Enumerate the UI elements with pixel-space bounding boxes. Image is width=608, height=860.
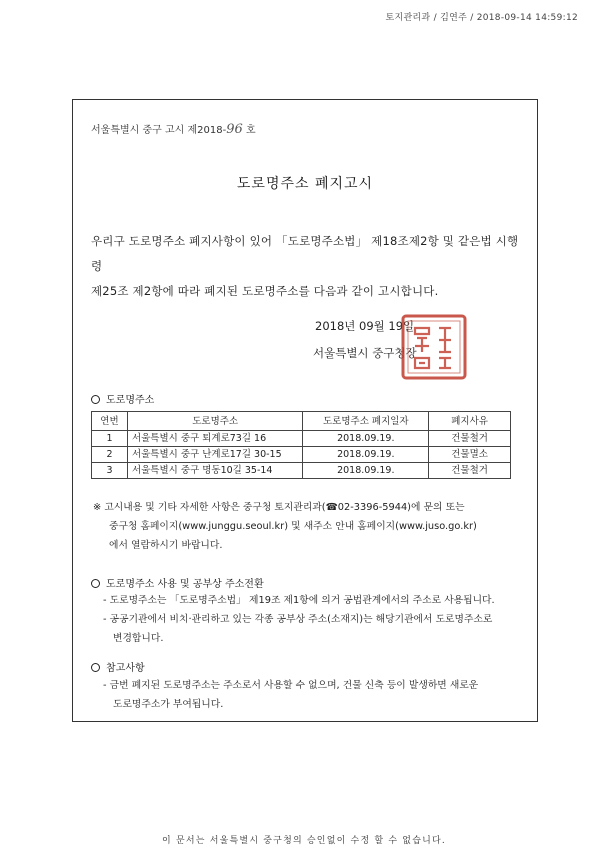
reference-section-heading-text: 참고사항 [106, 663, 145, 674]
contact-note-line-1: ※ 고시내용 및 기타 자세한 사항은 중구청 토지관리과(☎02-3396-5944)에 문의 또는 [93, 502, 465, 513]
usage-item-1: - 도로명주소는 「도로명주소법」 제19조 제1항에 의거 공법관계에서의 주소로 사용됩니다. [103, 595, 495, 606]
row-number: 2 [92, 447, 128, 463]
usage-section-heading [91, 575, 264, 590]
intro-paragraph [91, 229, 519, 304]
road-address: 서울특별시 중구 난계로17길 30-15 [127, 447, 302, 463]
row-number: 1 [92, 431, 128, 447]
usage-section-heading-text: 도로명주소 사용 및 공부상 주소전환 [106, 579, 264, 590]
column-header: 도로명주소 폐지일자 [303, 412, 429, 431]
document-footer: 이 문서는 서울특별시 중구청의 승인없이 수정 할 수 없습니다. [162, 836, 446, 846]
abolish-reason: 건물철거 [429, 431, 511, 447]
table-header-row [92, 412, 511, 431]
address-table [91, 411, 511, 479]
contact-note-line-2: 중구청 홈페이지(www.junggu.seoul.kr) 및 새주소 안내 홈페이지(www.juso.go.kr) [109, 521, 477, 532]
signature-office: 서울특별시 중구청장 [313, 346, 417, 360]
document-meta-header: 토지관리과 / 김연주 / 2018-09-14 14:59:12 [385, 13, 578, 23]
notice-number [91, 121, 256, 137]
circle-bullet-icon [91, 579, 100, 588]
circle-bullet-icon [91, 663, 100, 672]
reference-section-heading [91, 659, 145, 674]
address-section-heading [91, 391, 154, 406]
notice-number-handwritten: 96 [226, 122, 243, 137]
intro-line-2: 제25조 제2항에 따라 폐지된 도로명주소를 다음과 같이 고시합니다. [91, 284, 439, 298]
reference-section-body [103, 676, 519, 714]
column-header: 도로명주소 [127, 412, 302, 431]
abolish-date: 2018.09.19. [303, 463, 429, 479]
table-row [92, 463, 511, 479]
address-section-heading-text: 도로명주소 [106, 395, 155, 406]
column-header: 폐지사유 [429, 412, 511, 431]
notice-number-suffix: 호 [245, 125, 256, 136]
abolish-date: 2018.09.19. [303, 447, 429, 463]
abolish-date: 2018.09.19. [303, 431, 429, 447]
document-title: 도로명주소 폐지고시 [236, 176, 374, 192]
reference-line-1: - 금번 폐지된 도로명주소는 주소로서 사용할 수 없으며, 건물 신축 등이 발생하면 새로운 [103, 680, 479, 691]
official-seal-icon [399, 312, 469, 382]
signature-date: 2018년 09월 19일 [315, 319, 415, 333]
road-address: 서울특별시 중구 명동10길 35-14 [127, 463, 302, 479]
contact-note [93, 498, 519, 555]
notice-frame [72, 99, 538, 722]
abolish-reason: 건물철거 [429, 463, 511, 479]
abolish-reason: 건물멸소 [429, 447, 511, 463]
usage-item-2-line-1: - 공공기관에서 비치·관리하고 있는 각종 공부상 주소(소재지)는 해당기관에서 도로명주소로 [103, 614, 493, 625]
usage-section-body [103, 591, 519, 648]
road-address: 서울특별시 중구 퇴계로73길 16 [127, 431, 302, 447]
column-header: 연번 [92, 412, 128, 431]
contact-note-line-3: 에서 열람하시기 바랍니다. [109, 540, 223, 551]
reference-line-2: 도로명주소가 부여됩니다. [113, 699, 224, 710]
usage-item-2-line-2: 변경합니다. [113, 633, 164, 644]
table-row [92, 447, 511, 463]
table-row [92, 431, 511, 447]
notice-number-prefix: 서울특별시 중구 고시 제2018- [91, 125, 227, 136]
circle-bullet-icon [91, 395, 100, 404]
intro-line-1: 우리구 도로명주소 폐지사항이 있어 「도로명주소법」 제18조제2항 및 같은법 시행령 [91, 234, 519, 273]
row-number: 3 [92, 463, 128, 479]
